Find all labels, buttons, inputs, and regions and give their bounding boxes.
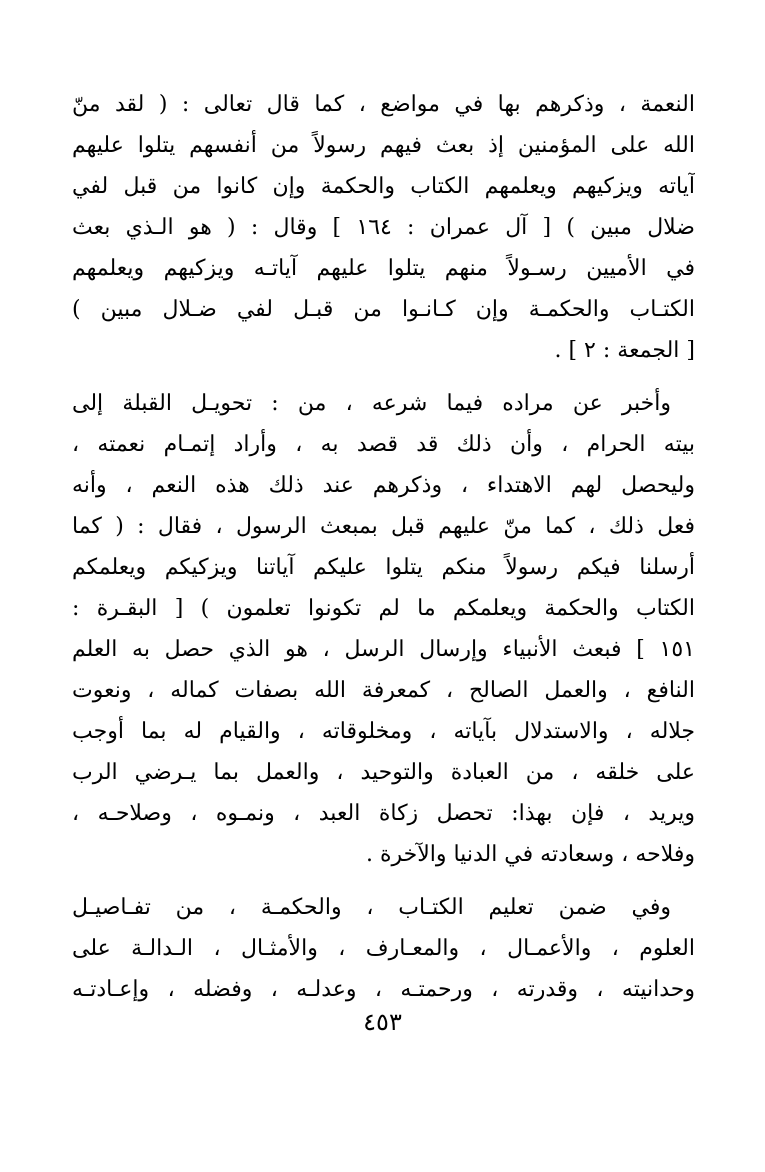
text-line: أرسلنا فيكم رسولاً منكم يتلوا عليكم آياتنا ويزكيكم ويعلمكم	[72, 555, 695, 580]
text-line: على خلقه ، من العبادة والتوحيد ، والعمل بما يـرضي الرب	[72, 760, 695, 785]
page-number: ٤٥٣	[363, 1008, 402, 1036]
paragraph-3	[72, 887, 695, 1010]
paragraph-2	[72, 383, 695, 875]
text-line: النعمة ، وذكرهم بها في مواضع ، كما قال تعالى : ( لقد منّ	[72, 92, 695, 117]
text-line: ويريد ، فإن بهذا: تحصل زكاة العبد ، ونمـوه ، وصلاحـه ،	[72, 801, 695, 826]
text-line: الله على المؤمنين إذ بعث فيهم رسولاً من أنفسهم يتلوا عليهم	[72, 133, 695, 158]
text-line: جلاله ، والاستدلال بآياته ، ومخلوقاته ، والقيام له بما أوجب	[72, 719, 695, 744]
paragraph-gap	[72, 875, 695, 887]
text-line: في الأميين رسـولاً منهم يتلوا عليهم آياتـه ويزكيهم ويعلمهم	[72, 256, 695, 281]
text-line: وحدانيته ، وقدرته ، ورحمتـه ، وعدلـه ، وفضله ، وإعـادتـه	[72, 977, 695, 1002]
text-line: بيته الحرام ، وأن ذلك قد قصد به ، وأراد إتمـام نعمته ،	[72, 432, 695, 457]
text-line: العلوم ، والأعمـال ، والمعـارف ، والأمثـال ، الـدالـة على	[72, 936, 695, 961]
paragraph-gap	[72, 371, 695, 383]
text-line: الكتـاب والحكمـة وإن كـانـوا من قبـل لفي ضـلال مبين )	[72, 297, 695, 322]
text-line: [ الجمعة : ٢ ] .	[554, 338, 695, 363]
text-line: ١٥١ ] فبعث الأنبياء وإرسال الرسل ، هو الذي حصل به العلم	[72, 637, 695, 662]
text-line: فعل ذلك ، كما منّ عليهم قبل بمبعث الرسول ، فقال : ( كما	[72, 514, 695, 539]
text-line: وليحصل لهم الاهتداء ، وذكرهم عند ذلك هذه النعم ، وأنه	[72, 473, 695, 498]
text-line: وأخبر عن مراده فيما شرعه ، من : تحويـل القبلة إلى	[72, 391, 671, 416]
text-line: ضلال مبين ) [ آل عمران : ١٦٤ ] وقال : ( هو الـذي بعث	[72, 215, 695, 240]
body-text	[72, 84, 695, 1010]
text-line: النافع ، والعمل الصالح ، كمعرفة الله بصفات كماله ، ونعوت	[72, 678, 695, 703]
paragraph-1	[72, 84, 695, 371]
text-line: وفلاحه ، وسعادته في الدنيا والآخرة .	[365, 842, 695, 867]
text-line: وفي ضمن تعليم الكتـاب ، والحكمـة ، من تفـاصيـل	[72, 895, 671, 920]
text-line: آياته ويزكيهم ويعلمهم الكتاب والحكمة وإن كانوا من قبل لفي	[72, 174, 695, 199]
text-line: الكتاب والحكمة ويعلمكم ما لم تكونوا تعلمون ) [ البقـرة :	[72, 596, 695, 621]
